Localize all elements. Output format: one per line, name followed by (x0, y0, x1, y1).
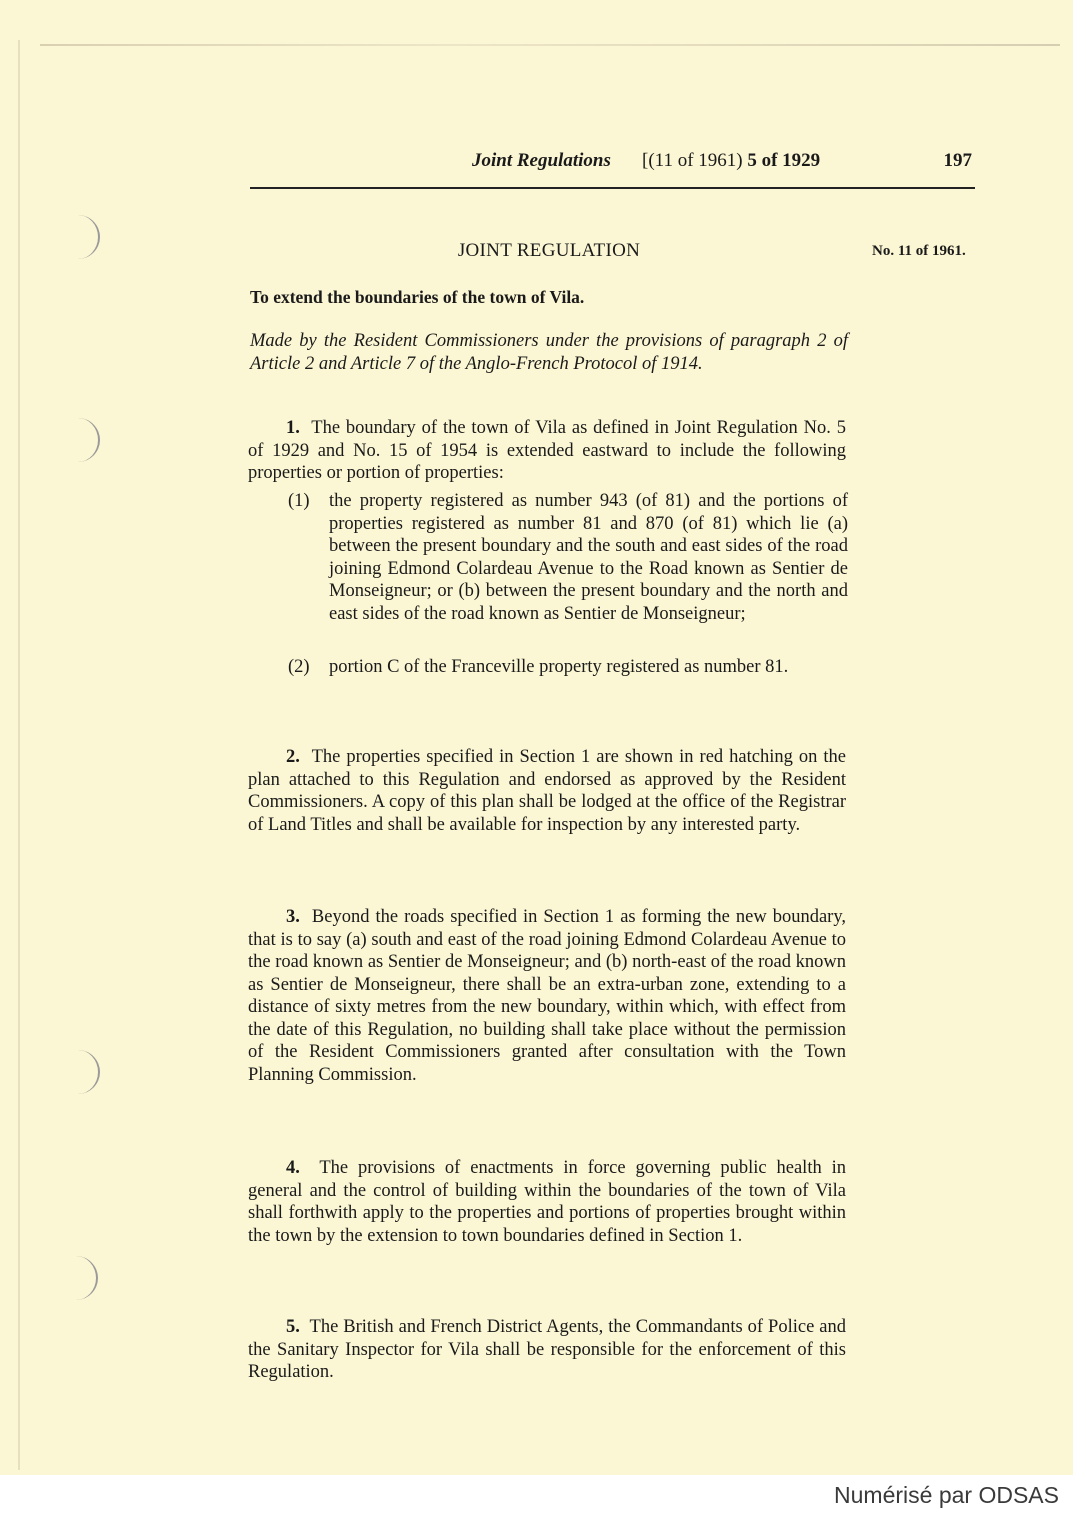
running-header-title: Joint Regulations (472, 150, 611, 171)
page-number: 197 (943, 150, 972, 171)
section-1 (248, 417, 846, 485)
page-top-edge (40, 44, 1060, 46)
punch-hole (60, 215, 100, 259)
section-number: 5. (286, 1317, 300, 1337)
running-header (250, 150, 974, 176)
section-number: 4. (286, 1158, 300, 1178)
subparagraph-2 (288, 656, 848, 679)
subparagraph-label: (1) (288, 491, 310, 511)
section-number: 3. (286, 907, 300, 927)
section-number: 2. (286, 747, 300, 767)
section-text: The provisions of enactments in force governing public health in general and the control of building within the boundaries of the town of Vila shall forthwith apply to the properties and portions of properties brought within the town by the extension to town boundaries defined in Section 1. (248, 1158, 846, 1246)
punch-hole (60, 1050, 100, 1094)
long-title: To extend the boundaries of the town of Vila. (250, 287, 585, 307)
subparagraph-1 (288, 490, 848, 625)
digitized-credit: Numérisé par ODSAS (834, 1482, 1059, 1508)
section-number: 1. (286, 418, 300, 438)
subparagraph-label: (2) (288, 657, 310, 677)
header-rule (250, 187, 975, 189)
enacting-formula: Made by the Resident Commissioners under the provisions of paragraph 2 of Article 2 and Article 7 of the Anglo-French Protocol of 1914. (250, 331, 848, 374)
regulation-heading: JOINT REGULATION (457, 240, 641, 261)
subparagraph-text: portion C of the Franceville property registered as number 81. (329, 657, 789, 677)
reference-1929: 5 of 1929 (747, 150, 821, 171)
punch-hole (60, 418, 100, 462)
page-left-edge (18, 40, 20, 1470)
punch-hole (58, 1256, 98, 1300)
section-4 (248, 1157, 846, 1247)
margin-note: No. 11 of 1961. (872, 243, 966, 259)
section-text: The British and French District Agents, the Commandants of Police and the Sanitary Inspector for Vila shall be responsible for the enforcement of this Regulation. (248, 1317, 846, 1382)
section-3 (248, 906, 846, 1086)
section-text: The properties specified in Section 1 are shown in red hatching on the plan attached to this Regulation and endorsed as approved by the Resident Commissioners. A copy of this plan shall be lodged at the office of the Registrar of Land Titles and shall be available for inspection by any interested party. (248, 747, 846, 835)
section-text: Beyond the roads specified in Section 1 as forming the new boundary, that is to say (a) south and east of the road joining Edmond Colardeau Avenue to the road known as Sentier de Monseigneur; and (b) north-east of the road known as Sentier de Monseigneur, there shall be an extra-urban zone, extending to a distance of sixty metres from the new boundary, within which, with effect from the date of this Regulation, no building shall take place without the permission of the Resident Commissioners granted after consultation with the Town Planning Commission. (248, 907, 847, 1085)
reference-1961: [(11 of 1961) (642, 150, 743, 171)
subparagraph-text: the property registered as number 943 (of 81) and the portions of properties registered as number 81 and 870 (of 81) which lie (a) between the present boundary and the south and east sides of the road joining Edmond Colardeau Avenue to the Road known as Sentier de Monseigneur; or (b) between the present boundary and the north and east sides of the road known as Sentier de Monseigneur; (329, 491, 848, 624)
section-2 (248, 746, 846, 836)
running-header-reference (642, 150, 820, 172)
section-5 (248, 1316, 846, 1384)
section-text: The boundary of the town of Vila as defined in Joint Regulation No. 5 of 1929 and No. 15 of 1954 is extended eastward to include the following properties or portion of properties: (248, 418, 846, 483)
